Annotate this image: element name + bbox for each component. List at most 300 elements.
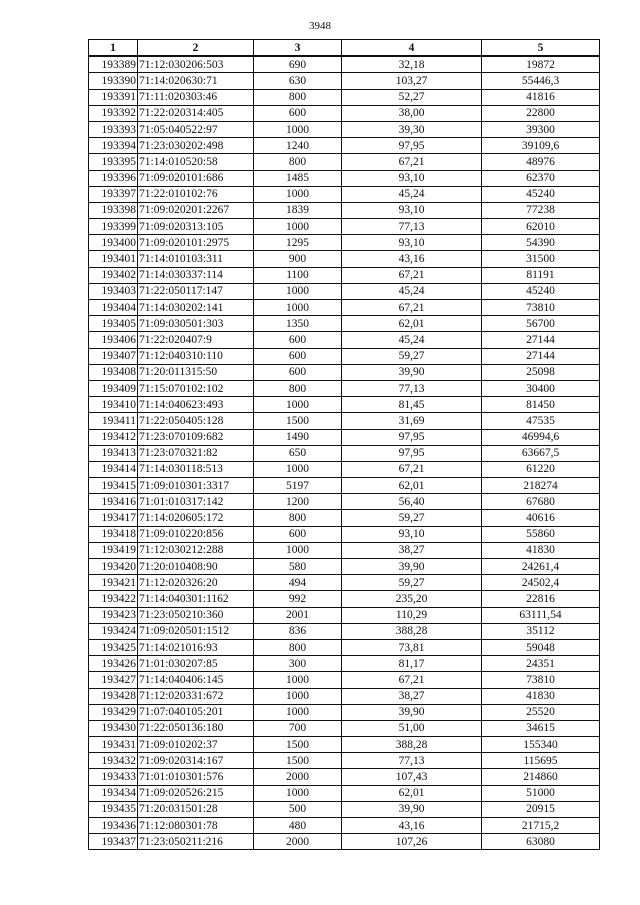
value-cell: 218274 — [482, 478, 600, 494]
row-number-cell: 193395 — [89, 154, 138, 170]
area-cell: 480 — [254, 818, 342, 834]
table-row — [89, 542, 600, 558]
cadastral-number-cell: 71:09:020526:215 — [138, 785, 254, 801]
rate-cell: 97,95 — [342, 445, 482, 461]
row-number-cell: 193394 — [89, 138, 138, 154]
rate-cell: 97,95 — [342, 138, 482, 154]
table-row — [89, 89, 600, 105]
cadastral-number-cell: 71:09:020201:2267 — [138, 202, 254, 218]
cadastral-number-cell: 71:14:030337:114 — [138, 267, 254, 283]
row-number-cell: 193402 — [89, 267, 138, 283]
table-row — [89, 818, 600, 834]
table-row — [89, 364, 600, 380]
row-number-cell: 193414 — [89, 461, 138, 477]
area-cell: 600 — [254, 364, 342, 380]
row-number-cell: 193404 — [89, 300, 138, 316]
cadastral-number-cell: 71:20:010408:90 — [138, 559, 254, 575]
table-row — [89, 380, 600, 396]
value-cell: 56700 — [482, 316, 600, 332]
table-row — [89, 639, 600, 655]
area-cell: 494 — [254, 575, 342, 591]
cadastral-number-cell: 71:23:050210:360 — [138, 607, 254, 623]
value-cell: 25520 — [482, 704, 600, 720]
table-header-row — [89, 40, 600, 57]
value-cell: 24351 — [482, 656, 600, 672]
column-header: 3 — [254, 40, 342, 57]
rate-cell: 67,21 — [342, 267, 482, 283]
area-cell: 1000 — [254, 186, 342, 202]
area-cell: 800 — [254, 380, 342, 396]
row-number-cell: 193390 — [89, 73, 138, 89]
value-cell: 45240 — [482, 283, 600, 299]
rate-cell: 39,30 — [342, 121, 482, 137]
rate-cell: 388,28 — [342, 737, 482, 753]
value-cell: 41816 — [482, 89, 600, 105]
value-cell: 20915 — [482, 801, 600, 817]
cadastral-number-cell: 71:14:020630:71 — [138, 73, 254, 89]
area-cell: 580 — [254, 559, 342, 575]
value-cell: 77238 — [482, 202, 600, 218]
data-table — [88, 39, 600, 850]
area-cell: 800 — [254, 639, 342, 655]
rate-cell: 107,43 — [342, 769, 482, 785]
rate-cell: 93,10 — [342, 170, 482, 186]
cadastral-number-cell: 71:12:030206:503 — [138, 56, 254, 73]
rate-cell: 93,10 — [342, 235, 482, 251]
rate-cell: 93,10 — [342, 202, 482, 218]
row-number-cell: 193403 — [89, 283, 138, 299]
rate-cell: 59,27 — [342, 510, 482, 526]
table-row — [89, 105, 600, 121]
rate-cell: 38,27 — [342, 688, 482, 704]
value-cell: 30400 — [482, 380, 600, 396]
table-row — [89, 737, 600, 753]
rate-cell: 38,00 — [342, 105, 482, 121]
row-number-cell: 193430 — [89, 720, 138, 736]
cadastral-number-cell: 71:23:030202:498 — [138, 138, 254, 154]
rate-cell: 62,01 — [342, 785, 482, 801]
value-cell: 21715,2 — [482, 818, 600, 834]
cadastral-number-cell: 71:14:020605:172 — [138, 510, 254, 526]
row-number-cell: 193422 — [89, 591, 138, 607]
row-number-cell: 193396 — [89, 170, 138, 186]
area-cell: 2001 — [254, 607, 342, 623]
value-cell: 214860 — [482, 769, 600, 785]
table-row — [89, 413, 600, 429]
area-cell: 1500 — [254, 753, 342, 769]
area-cell: 1000 — [254, 219, 342, 235]
page-number: 3948 — [309, 20, 331, 32]
row-number-cell: 193428 — [89, 688, 138, 704]
table-row — [89, 186, 600, 202]
column-header: 5 — [482, 40, 600, 57]
table-row — [89, 121, 600, 137]
table-row — [89, 316, 600, 332]
rate-cell: 56,40 — [342, 494, 482, 510]
rate-cell: 51,00 — [342, 720, 482, 736]
row-number-cell: 193418 — [89, 526, 138, 542]
rate-cell: 39,90 — [342, 364, 482, 380]
table-row — [89, 575, 600, 591]
table-row — [89, 73, 600, 89]
area-cell: 1485 — [254, 170, 342, 186]
table-row — [89, 510, 600, 526]
row-number-cell: 193411 — [89, 413, 138, 429]
table-row — [89, 834, 600, 850]
cadastral-number-cell: 71:12:080301:78 — [138, 818, 254, 834]
row-number-cell: 193426 — [89, 656, 138, 672]
cadastral-number-cell: 71:22:020314:405 — [138, 105, 254, 121]
table-row — [89, 526, 600, 542]
rate-cell: 62,01 — [342, 478, 482, 494]
value-cell: 62370 — [482, 170, 600, 186]
area-cell: 2000 — [254, 834, 342, 850]
cadastral-number-cell: 71:14:010520:58 — [138, 154, 254, 170]
table-row — [89, 591, 600, 607]
table-row — [89, 235, 600, 251]
rate-cell: 67,21 — [342, 672, 482, 688]
table-row — [89, 445, 600, 461]
table-row — [89, 56, 600, 73]
column-header: 4 — [342, 40, 482, 57]
rate-cell: 32,18 — [342, 56, 482, 73]
table-row — [89, 656, 600, 672]
row-number-cell: 193437 — [89, 834, 138, 850]
rate-cell: 59,27 — [342, 348, 482, 364]
area-cell: 1000 — [254, 461, 342, 477]
cadastral-number-cell: 71:14:040406:145 — [138, 672, 254, 688]
table-row — [89, 785, 600, 801]
cadastral-number-cell: 71:09:010220:856 — [138, 526, 254, 542]
area-cell: 600 — [254, 105, 342, 121]
cadastral-number-cell: 71:22:050405:128 — [138, 413, 254, 429]
table-row — [89, 769, 600, 785]
area-cell: 1000 — [254, 672, 342, 688]
table-row — [89, 154, 600, 170]
area-cell: 1000 — [254, 121, 342, 137]
cadastral-number-cell: 71:09:020101:686 — [138, 170, 254, 186]
area-cell: 600 — [254, 348, 342, 364]
cadastral-number-cell: 71:09:010202:37 — [138, 737, 254, 753]
value-cell: 48976 — [482, 154, 600, 170]
cadastral-number-cell: 71:11:020303:46 — [138, 89, 254, 105]
value-cell: 47535 — [482, 413, 600, 429]
column-header: 1 — [89, 40, 138, 57]
row-number-cell: 193397 — [89, 186, 138, 202]
rate-cell: 77,13 — [342, 219, 482, 235]
cadastral-number-cell: 71:07:040105:201 — [138, 704, 254, 720]
area-cell: 500 — [254, 801, 342, 817]
row-number-cell: 193389 — [89, 56, 138, 73]
area-cell: 1000 — [254, 785, 342, 801]
value-cell: 63111,54 — [482, 607, 600, 623]
area-cell: 992 — [254, 591, 342, 607]
area-cell: 5197 — [254, 478, 342, 494]
cadastral-number-cell: 71:23:070109:682 — [138, 429, 254, 445]
row-number-cell: 193391 — [89, 89, 138, 105]
row-number-cell: 193425 — [89, 639, 138, 655]
table-row — [89, 672, 600, 688]
row-number-cell: 193406 — [89, 332, 138, 348]
column-header: 2 — [138, 40, 254, 57]
cadastral-number-cell: 71:23:050211:216 — [138, 834, 254, 850]
rate-cell: 388,28 — [342, 623, 482, 639]
cadastral-number-cell: 71:09:020313:105 — [138, 219, 254, 235]
row-number-cell: 193400 — [89, 235, 138, 251]
table-row — [89, 753, 600, 769]
cadastral-number-cell: 71:22:050117:147 — [138, 283, 254, 299]
area-cell: 1200 — [254, 494, 342, 510]
value-cell: 73810 — [482, 672, 600, 688]
value-cell: 22816 — [482, 591, 600, 607]
rate-cell: 77,13 — [342, 380, 482, 396]
area-cell: 1000 — [254, 283, 342, 299]
value-cell: 81450 — [482, 397, 600, 413]
cadastral-number-cell: 71:09:020501:1512 — [138, 623, 254, 639]
row-number-cell: 193419 — [89, 542, 138, 558]
rate-cell: 103,27 — [342, 73, 482, 89]
row-number-cell: 193420 — [89, 559, 138, 575]
value-cell: 27144 — [482, 332, 600, 348]
area-cell: 1240 — [254, 138, 342, 154]
table-row — [89, 801, 600, 817]
value-cell: 54390 — [482, 235, 600, 251]
value-cell: 55860 — [482, 526, 600, 542]
cadastral-number-cell: 71:14:021016:93 — [138, 639, 254, 655]
value-cell: 59048 — [482, 639, 600, 655]
table-row — [89, 478, 600, 494]
table-row — [89, 300, 600, 316]
row-number-cell: 193407 — [89, 348, 138, 364]
rate-cell: 110,29 — [342, 607, 482, 623]
rate-cell: 45,24 — [342, 283, 482, 299]
cadastral-number-cell: 71:15:070102:102 — [138, 380, 254, 396]
rate-cell: 97,95 — [342, 429, 482, 445]
row-number-cell: 193435 — [89, 801, 138, 817]
value-cell: 46994,6 — [482, 429, 600, 445]
row-number-cell: 193392 — [89, 105, 138, 121]
value-cell: 67680 — [482, 494, 600, 510]
row-number-cell: 193432 — [89, 753, 138, 769]
row-number-cell: 193427 — [89, 672, 138, 688]
table-row — [89, 688, 600, 704]
table-row — [89, 461, 600, 477]
area-cell: 600 — [254, 526, 342, 542]
cadastral-number-cell: 71:09:020101:2975 — [138, 235, 254, 251]
area-cell: 1839 — [254, 202, 342, 218]
area-cell: 1500 — [254, 737, 342, 753]
area-cell: 650 — [254, 445, 342, 461]
value-cell: 73810 — [482, 300, 600, 316]
rate-cell: 59,27 — [342, 575, 482, 591]
area-cell: 1350 — [254, 316, 342, 332]
value-cell: 55446,3 — [482, 73, 600, 89]
cadastral-number-cell: 71:14:030118:513 — [138, 461, 254, 477]
value-cell: 41830 — [482, 542, 600, 558]
cadastral-number-cell: 71:12:020326:20 — [138, 575, 254, 591]
value-cell: 63080 — [482, 834, 600, 850]
table-row — [89, 429, 600, 445]
area-cell: 690 — [254, 56, 342, 73]
area-cell: 1295 — [254, 235, 342, 251]
area-cell: 700 — [254, 720, 342, 736]
rate-cell: 45,24 — [342, 186, 482, 202]
rate-cell: 81,17 — [342, 656, 482, 672]
table-row — [89, 251, 600, 267]
area-cell: 1000 — [254, 397, 342, 413]
row-number-cell: 193417 — [89, 510, 138, 526]
row-number-cell: 193423 — [89, 607, 138, 623]
table-row — [89, 704, 600, 720]
value-cell: 63667,5 — [482, 445, 600, 461]
rate-cell: 67,21 — [342, 154, 482, 170]
table-row — [89, 607, 600, 623]
table-row — [89, 267, 600, 283]
cadastral-number-cell: 71:22:020407:9 — [138, 332, 254, 348]
table-row — [89, 623, 600, 639]
row-number-cell: 193434 — [89, 785, 138, 801]
cadastral-number-cell: 71:05:040522:97 — [138, 121, 254, 137]
area-cell: 800 — [254, 510, 342, 526]
row-number-cell: 193409 — [89, 380, 138, 396]
area-cell: 800 — [254, 89, 342, 105]
cadastral-number-cell: 71:14:040623:493 — [138, 397, 254, 413]
rate-cell: 77,13 — [342, 753, 482, 769]
row-number-cell: 193415 — [89, 478, 138, 494]
rate-cell: 67,21 — [342, 461, 482, 477]
table-row — [89, 559, 600, 575]
row-number-cell: 193408 — [89, 364, 138, 380]
cadastral-number-cell: 71:09:020314:167 — [138, 753, 254, 769]
rate-cell: 235,20 — [342, 591, 482, 607]
rate-cell: 67,21 — [342, 300, 482, 316]
rate-cell: 81,45 — [342, 397, 482, 413]
row-number-cell: 193398 — [89, 202, 138, 218]
area-cell: 800 — [254, 154, 342, 170]
value-cell: 34615 — [482, 720, 600, 736]
area-cell: 1000 — [254, 300, 342, 316]
value-cell: 41830 — [482, 688, 600, 704]
area-cell: 1100 — [254, 267, 342, 283]
area-cell: 2000 — [254, 769, 342, 785]
table-row — [89, 170, 600, 186]
value-cell: 22800 — [482, 105, 600, 121]
cadastral-number-cell: 71:23:070321:82 — [138, 445, 254, 461]
area-cell: 1000 — [254, 688, 342, 704]
value-cell: 39109,6 — [482, 138, 600, 154]
value-cell: 115695 — [482, 753, 600, 769]
row-number-cell: 193410 — [89, 397, 138, 413]
row-number-cell: 193436 — [89, 818, 138, 834]
value-cell: 19872 — [482, 56, 600, 73]
cadastral-number-cell: 71:12:020331:672 — [138, 688, 254, 704]
cadastral-number-cell: 71:01:030207:85 — [138, 656, 254, 672]
cadastral-number-cell: 71:12:040310:110 — [138, 348, 254, 364]
row-number-cell: 193413 — [89, 445, 138, 461]
value-cell: 155340 — [482, 737, 600, 753]
rate-cell: 93,10 — [342, 526, 482, 542]
value-cell: 31500 — [482, 251, 600, 267]
row-number-cell: 193399 — [89, 219, 138, 235]
row-number-cell: 193431 — [89, 737, 138, 753]
rate-cell: 39,90 — [342, 559, 482, 575]
value-cell: 62010 — [482, 219, 600, 235]
rate-cell: 43,16 — [342, 251, 482, 267]
table-row — [89, 138, 600, 154]
table-row — [89, 219, 600, 235]
cadastral-number-cell: 71:22:050136:180 — [138, 720, 254, 736]
row-number-cell: 193393 — [89, 121, 138, 137]
cadastral-number-cell: 71:22:010102:76 — [138, 186, 254, 202]
rate-cell: 62,01 — [342, 316, 482, 332]
area-cell: 1000 — [254, 542, 342, 558]
rate-cell: 107,26 — [342, 834, 482, 850]
table-row — [89, 283, 600, 299]
rate-cell: 31,69 — [342, 413, 482, 429]
value-cell: 35112 — [482, 623, 600, 639]
area-cell: 900 — [254, 251, 342, 267]
value-cell: 45240 — [482, 186, 600, 202]
row-number-cell: 193401 — [89, 251, 138, 267]
row-number-cell: 193429 — [89, 704, 138, 720]
value-cell: 40616 — [482, 510, 600, 526]
table-row — [89, 202, 600, 218]
row-number-cell: 193405 — [89, 316, 138, 332]
table-body — [89, 56, 600, 850]
row-number-cell: 193421 — [89, 575, 138, 591]
row-number-cell: 193416 — [89, 494, 138, 510]
area-cell: 1500 — [254, 413, 342, 429]
rate-cell: 39,90 — [342, 704, 482, 720]
value-cell: 61220 — [482, 461, 600, 477]
cadastral-number-cell: 71:01:010317:142 — [138, 494, 254, 510]
row-number-cell: 193412 — [89, 429, 138, 445]
value-cell: 39300 — [482, 121, 600, 137]
rate-cell: 45,24 — [342, 332, 482, 348]
rate-cell: 43,16 — [342, 818, 482, 834]
value-cell: 24502,4 — [482, 575, 600, 591]
row-number-cell: 193424 — [89, 623, 138, 639]
area-cell: 600 — [254, 332, 342, 348]
value-cell: 27144 — [482, 348, 600, 364]
area-cell: 300 — [254, 656, 342, 672]
value-cell: 81191 — [482, 267, 600, 283]
rate-cell: 38,27 — [342, 542, 482, 558]
cadastral-number-cell: 71:01:010301:576 — [138, 769, 254, 785]
rate-cell: 73,81 — [342, 639, 482, 655]
cadastral-number-cell: 71:09:030501:303 — [138, 316, 254, 332]
table-row — [89, 348, 600, 364]
table-row — [89, 720, 600, 736]
table-row — [89, 397, 600, 413]
cadastral-number-cell: 71:20:011315:50 — [138, 364, 254, 380]
rate-cell: 39,90 — [342, 801, 482, 817]
cadastral-number-cell: 71:14:030202:141 — [138, 300, 254, 316]
cadastral-number-cell: 71:20:031501:28 — [138, 801, 254, 817]
row-number-cell: 193433 — [89, 769, 138, 785]
cadastral-number-cell: 71:14:010103:311 — [138, 251, 254, 267]
area-cell: 630 — [254, 73, 342, 89]
rate-cell: 52,27 — [342, 89, 482, 105]
area-cell: 1000 — [254, 704, 342, 720]
table-row — [89, 332, 600, 348]
cadastral-number-cell: 71:12:030212:288 — [138, 542, 254, 558]
area-cell: 1490 — [254, 429, 342, 445]
table-row — [89, 494, 600, 510]
value-cell: 25098 — [482, 364, 600, 380]
cadastral-number-cell: 71:14:040301:1162 — [138, 591, 254, 607]
area-cell: 836 — [254, 623, 342, 639]
